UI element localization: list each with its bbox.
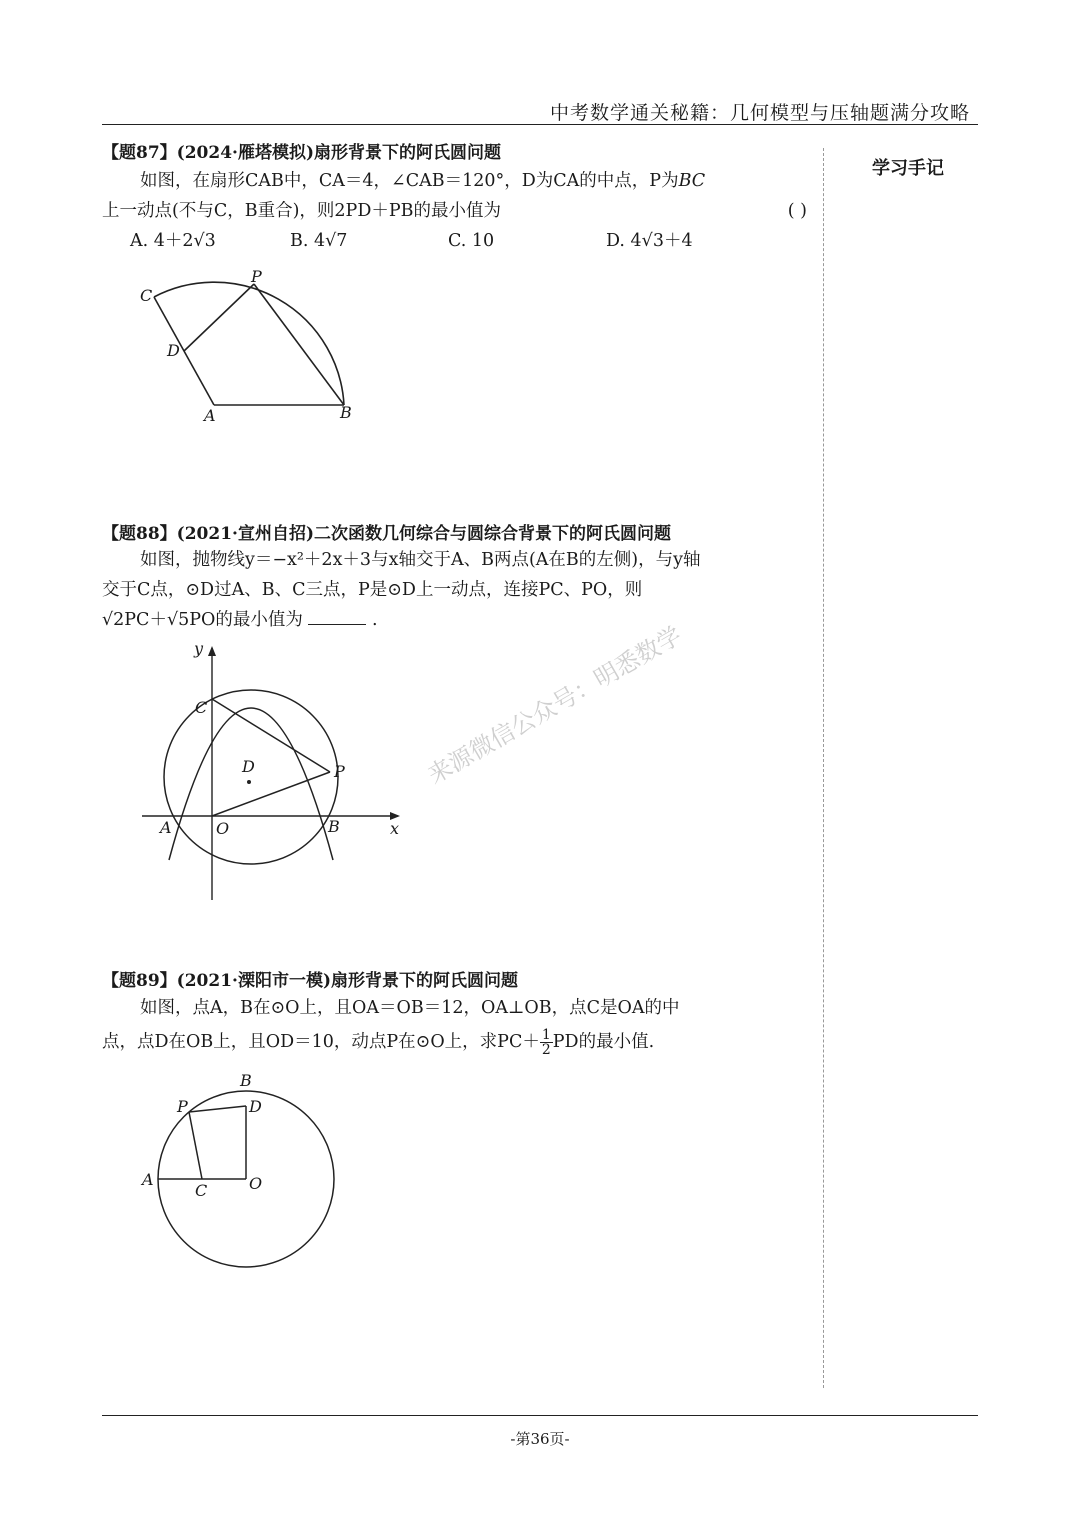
segment-87-pb [254,284,344,405]
question-87-option-b: B. 4√7 [290,231,348,251]
question-89-line2: 点，点D在OB上，且OD＝10，动点P在⊙O上，求PC＋ [102,1032,540,1052]
question-87-number: 【题87】 [102,143,177,163]
label-88-o: O [216,819,230,838]
question-87-option-a: A. 4＋2√3 [130,231,216,251]
label-88-p: P [334,762,345,781]
question-89-number: 【题89】 [102,971,177,991]
notes-title: 学习手记 [872,158,944,179]
segment-89-pc [189,1112,202,1179]
label-87-b: B [340,403,352,422]
question-88-line2: 交于C点，⊙D过A、B、C三点，P是⊙D上一动点，连接PC、PO，则 [102,580,643,600]
parabola [169,708,333,860]
question-87-topic: 扇形背景下的阿氏圆问题 [314,143,501,163]
label-89-b: B [240,1071,252,1090]
page-number: -第36页- [510,1430,570,1448]
label-88-a: A [160,818,172,837]
question-89-text [102,993,807,1057]
question-87-line2: 上一动点(不与C，B重合)，则2PD＋PB的最小值为 [102,201,501,221]
label-87-d: D [167,341,180,360]
question-87-arc-label: BC [678,171,706,191]
question-88-figure [138,638,408,908]
label-87-c: C [140,286,153,305]
label-89-o: O [249,1174,263,1193]
circle-d [164,690,338,864]
question-88-line3: √2PC＋√5PO的最小值为 [102,610,303,630]
header-rule [102,124,978,125]
label-88-d: D [242,757,255,776]
question-88-source: (2021·宣州自招) [176,524,314,544]
question-89-figure [135,1068,345,1273]
fraction-denominator: 2 [541,1042,551,1058]
label-89-p: P [177,1097,188,1116]
question-89-line1: 如图，点A，B在⊙O上，且OA＝OB＝12，OA⊥OB，点C是OA的中 [140,998,680,1018]
segment-89-pd [189,1106,246,1112]
watermark: 来源微信公众号：明悉数学 [423,621,687,790]
label-89-c: C [195,1181,208,1200]
question-87-answer-bracket: ( ) [787,201,807,221]
label-88-b: B [328,817,340,836]
question-87-source: (2024·雁塔模拟) [176,143,314,163]
question-87-line1: 如图，在扇形CAB中，CA＝4，∠CAB＝120°，D为CA的中点，P为 [140,171,679,191]
label-89-a: A [142,1170,154,1189]
question-87-option-d: D. 4√3＋4 [606,231,693,251]
question-87-text [102,166,807,256]
segment-88-cp [212,699,330,772]
label-88-c: C [195,698,208,717]
sidebar-divider [823,148,824,1388]
question-88-topic: 二次函数几何综合与圆综合背景下的阿氏圆问题 [314,524,671,544]
label-87-p: P [251,270,262,286]
sector-87-arc [154,282,344,405]
question-89-topic: 扇形背景下的阿氏圆问题 [331,971,518,991]
question-88-title [102,519,671,544]
label-89-d: D [249,1097,262,1116]
question-89-source: (2021·溧阳市一模) [176,971,331,991]
question-88-text [102,545,807,635]
question-88-line1: 如图，抛物线y＝−x²＋2x＋3与x轴交于A、B两点(A在B的左侧)，与y轴 [140,550,701,570]
question-88-line3-end: . [372,610,378,630]
question-87-figure [130,270,370,430]
fraction-one-half [540,1028,553,1057]
label-87-a: A [204,406,216,425]
y-axis-arrow [208,646,216,656]
footer-rule [102,1415,978,1416]
label-88-y: y [194,639,204,658]
question-87-option-c: C. 10 [448,231,495,251]
point-d [247,780,251,784]
segment-87-pd [184,284,254,351]
question-89-title [102,966,518,991]
fraction-numerator: 1 [541,1027,551,1043]
question-88-number: 【题88】 [102,524,177,544]
label-88-x: x [390,819,400,838]
question-87-title [102,138,501,163]
answer-blank[interactable] [308,606,366,625]
book-title: 中考数学通关秘籍：几何模型与压轴题满分攻略 [549,102,970,124]
question-89-line2-end: PD的最小值. [552,1032,655,1052]
